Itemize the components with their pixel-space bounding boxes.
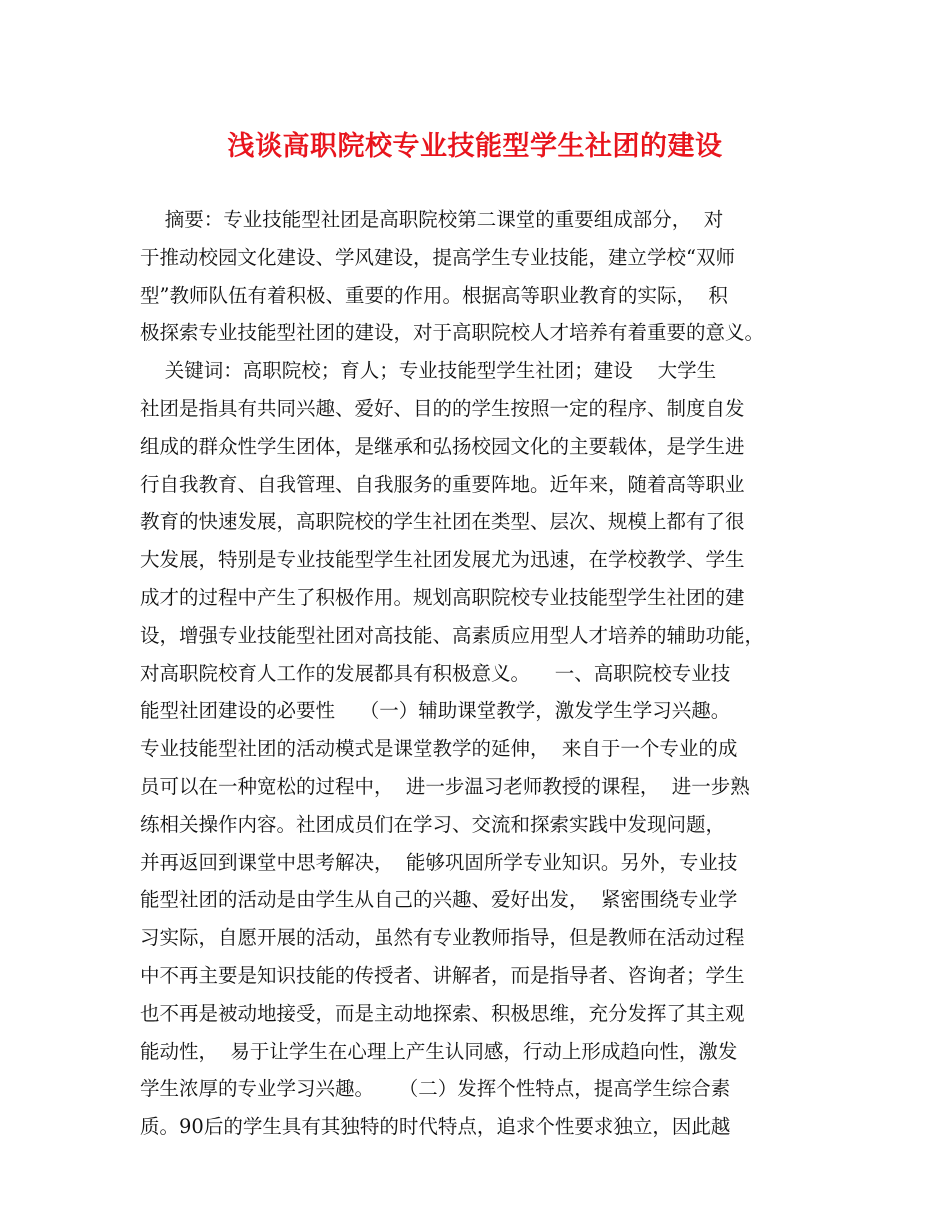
body-line: 组成的群众性学生团体，是继承和弘扬校园文化的主要载体，是学生进 (140, 434, 745, 458)
body-line: 设，增强专业技能型社团对高技能、高素质应用型人才培养的辅助功能， (140, 623, 765, 647)
body-line: 并再返回到课堂中思考解决， 能够巩固所学专业知识。另外，专业技 (140, 850, 738, 874)
body-line: 行自我教育、自我管理、自我服务的重要阵地。近年来，随着高等职业 (140, 472, 745, 496)
body-line: 质。90后的学生具有其独特的时代特点，追求个性要求独立，因此越 (140, 1115, 731, 1139)
body-line: 成才的过程中产生了积极作用。规划高职院校专业技能型学生社团的建 (140, 585, 745, 609)
body-line: 也不再是被动地接受，而是主动地探索、积极思维，充分发挥了其主观 (140, 1001, 745, 1025)
document-title: 浅谈高职院校专业技能型学生社团的建设 (227, 131, 723, 162)
body-line: 型”教师队伍有着积极、重要的作用。根据高等职业教育的实际， 积 (140, 283, 728, 307)
body-line: 能型社团建设的必要性 （一）辅助课堂教学，激发学生学习兴趣。 (140, 699, 731, 723)
body-line: 于推动校园文化建设、学风建设，提高学生专业技能，建立学校“双师 (140, 245, 735, 269)
body-line: 练相关操作内容。社团成员们在学习、交流和探索实践中发现问题， (140, 812, 726, 836)
body-line: 极探索专业技能型社团的建设，对于高职院校人才培养有着重要的意义。 (140, 321, 765, 345)
body-line: 员可以在一种宽松的过程中， 进一步温习老师教授的课程， 进一步熟 (140, 774, 750, 798)
body-line: 对高职院校育人工作的发展都具有积极意义。 一、高职院校专业技 (140, 661, 731, 685)
body-line: 社团是指具有共同兴趣、爱好、目的的学生按照一定的程序、制度自发 (140, 396, 745, 420)
body-line: 教育的快速发展，高职院校的学生社团在类型、层次、规模上都有了很 (140, 510, 745, 534)
body-line: 专业技能型社团的活动模式是课堂教学的延伸， 来自于一个专业的成 (140, 737, 738, 761)
body-line: 能动性， 易于让学生在心理上产生认同感，行动上形成趋向性，激发 (140, 1039, 738, 1063)
body-line: 学生浓厚的专业学习兴趣。 （二）发挥个性特点，提高学生综合素 (140, 1077, 731, 1101)
body-line: 能型社团的活动是由学生从自己的兴趣、爱好出发， 紧密围绕专业学 (140, 888, 738, 912)
body-line: 摘要：专业技能型社团是高职院校第二课堂的重要组成部分， 对 (140, 208, 724, 231)
body-line: 习实际，自愿开展的活动，虽然有专业教师指导，但是教师在活动过程 (140, 926, 745, 950)
body-line: 中不再主要是知识技能的传授者、讲解者，而是指导者、咨询者；学生 (140, 963, 745, 987)
document-body (140, 201, 820, 1146)
body-line: 关键词：高职院校；育人；专业技能型学生社团；建设 大学生 (140, 359, 717, 383)
body-line: 大发展，特别是专业技能型学生社团发展尤为迅速，在学校教学、学生 (140, 548, 745, 572)
